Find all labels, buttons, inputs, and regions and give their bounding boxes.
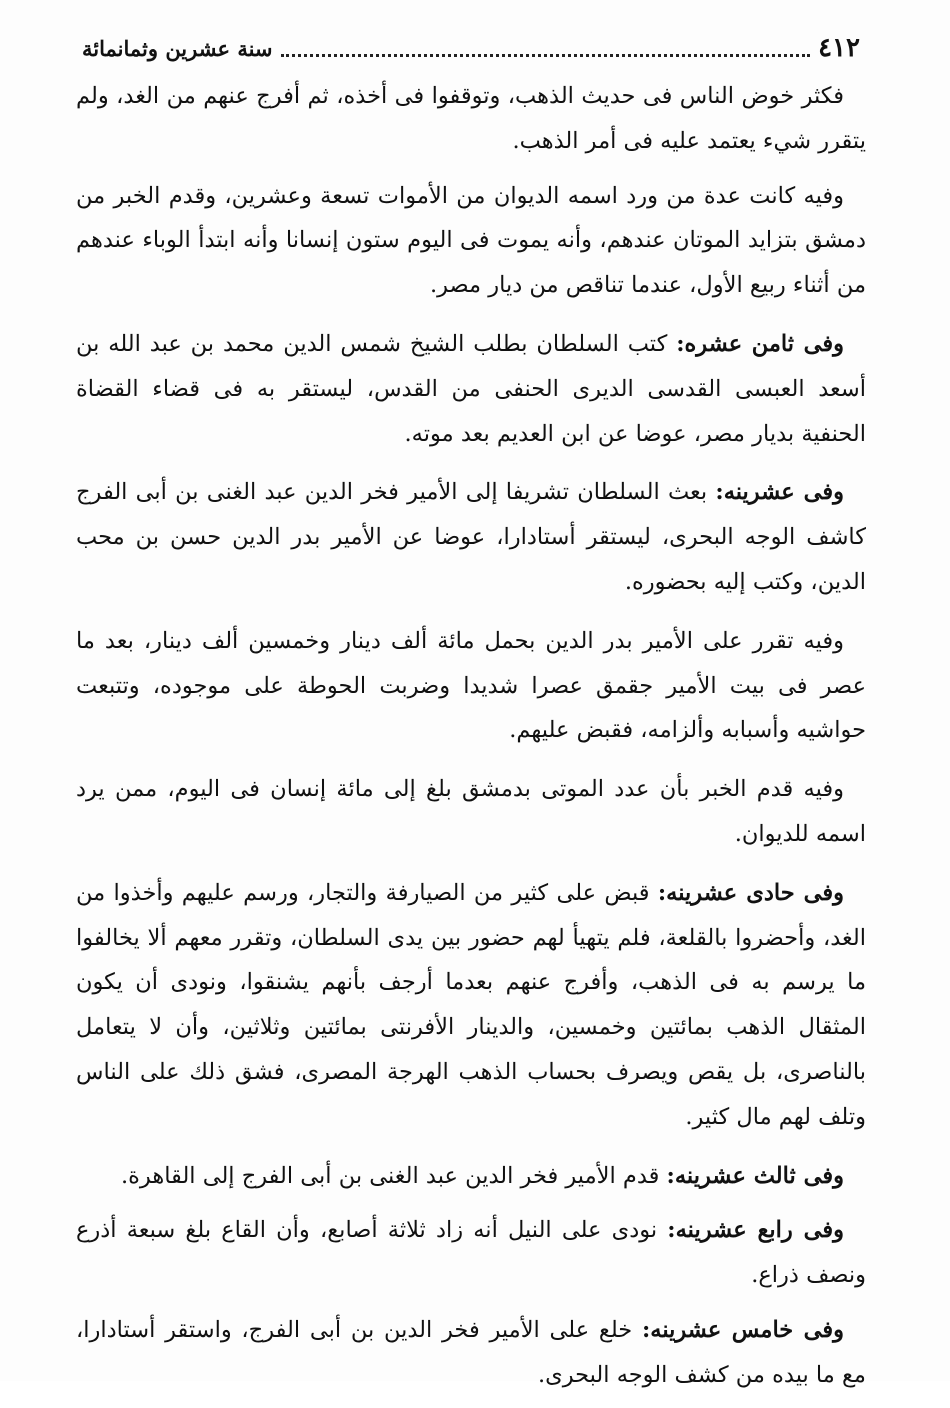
date-label: وفى رابع عشرينه:	[667, 1217, 844, 1244]
paragraph-text: وفيه تقرر على الأمير بدر الدين بحمل مائة ألف دينار وخمسين ألف دينار، بعد ما عصر فى بيت الأمير جقمق عصرا شديدا وضربت الحوطة على موجوده، وتتبعت حواشيه وأسبابه وألزامه، فقبض عليهم.	[76, 627, 866, 744]
section-title: سنة عشرين وثمانمائة	[82, 35, 273, 61]
paragraph	[76, 767, 866, 857]
date-label: وفى ثالث عشرينه:	[666, 1162, 844, 1189]
paragraph	[76, 1308, 866, 1398]
paragraph-text: فكثر خوض الناس فى حديث الذهب، وتوقفوا فى أخذه، ثم أفرج عنهم من الغد، ولم يتقرر شيء يعتمد عليه فى أمر الذهب.	[76, 83, 866, 154]
paragraph	[76, 74, 866, 164]
paragraph	[76, 871, 866, 1140]
dotted-leader	[281, 52, 811, 57]
paragraph	[76, 322, 866, 456]
paragraph	[76, 470, 866, 604]
paragraph	[76, 619, 866, 753]
paragraph-text: بعث السلطان تشريفا إلى الأمير فخر الدين عبد الغنى بن أبى الفرج كاشف الوجه البحرى، ليستقر أستادارا، عوضا عن الأمير بدر الدين حسن بن محب الدين، وكتب إليه بحضوره.	[76, 479, 866, 595]
paragraph-text: نودى على النيل أنه زاد ثلاثة أصابع، وأن القاع بلغ سبعة أذرع ونصف ذراع.	[76, 1217, 866, 1289]
page-body	[76, 74, 866, 1408]
paragraph-text: خلع على الأمير فخر الدين بن أبى الفرج، واستقر أستادارا، مع ما بيده من كشف الوجه البحرى.	[76, 1316, 866, 1388]
paragraph-text: قبض على كثير من الصيارفة والتجار، ورسم عليهم وأخذوا من الغد، وأحضروا بالقلعة، فلم يتهيأ لهم حضور بين يدى السلطان، وتقرر معهم ألا يخالفوا ما يرسم به فى الذهب، وأفرج عنهم بعدما أرجف بأنهم يشنقوا، ونودى أن يكون المثقال الذهب بمائتين وخمسين، والدينار الأفرنتى بمائتين وثلاثين، وأن لا يتعامل بالناصرى، بل يقص ويصرف بحساب الذهب الهرجة المصرى، فشق ذلك على الناس وتلف لهم مال كثير.	[76, 879, 866, 1130]
paragraph-text: وفيه كانت عدة من ورد اسمه الديوان من الأموات تسعة وعشرين، وقدم الخبر من دمشق بتزايد الموتان عندهم، وأنه يموت فى اليوم ستون إنسانا وأنه ابتدأ الوباء عندهم من أثناء ربيع الأول، عندما تناقص من ديار مصر.	[76, 182, 866, 299]
date-label: وفى عشرينه:	[715, 479, 844, 506]
paragraph	[76, 1208, 866, 1298]
date-label: وفى حادى عشرينه:	[657, 879, 844, 906]
paragraph-text: وفيه قدم الخبر بأن عدد الموتى بدمشق بلغ إلى مائة إنسان فى اليوم، ممن يرد اسمه للديوان.	[76, 776, 866, 847]
paragraph-text: كتب السلطان بطلب الشيخ شمس الدين محمد بن عبد الله بن أسعد العبسى القدسى الديرى الحنفى من القدس، ليستقر به فى قضاء القضاة الحنفية بديار مصر، عوضا عن ابن العديم بعد موته.	[76, 330, 866, 447]
page-number: ٤١٢	[818, 33, 860, 63]
running-head	[82, 28, 860, 68]
paragraph	[76, 1154, 866, 1199]
paragraph	[76, 174, 866, 308]
date-label: وفى ثامن عشره:	[676, 330, 844, 357]
date-label: وفى خامس عشرينه:	[641, 1316, 845, 1343]
paragraph-text: قدم الأمير فخر الدين عبد الغنى بن أبى الفرج إلى القاهرة.	[120, 1162, 667, 1189]
